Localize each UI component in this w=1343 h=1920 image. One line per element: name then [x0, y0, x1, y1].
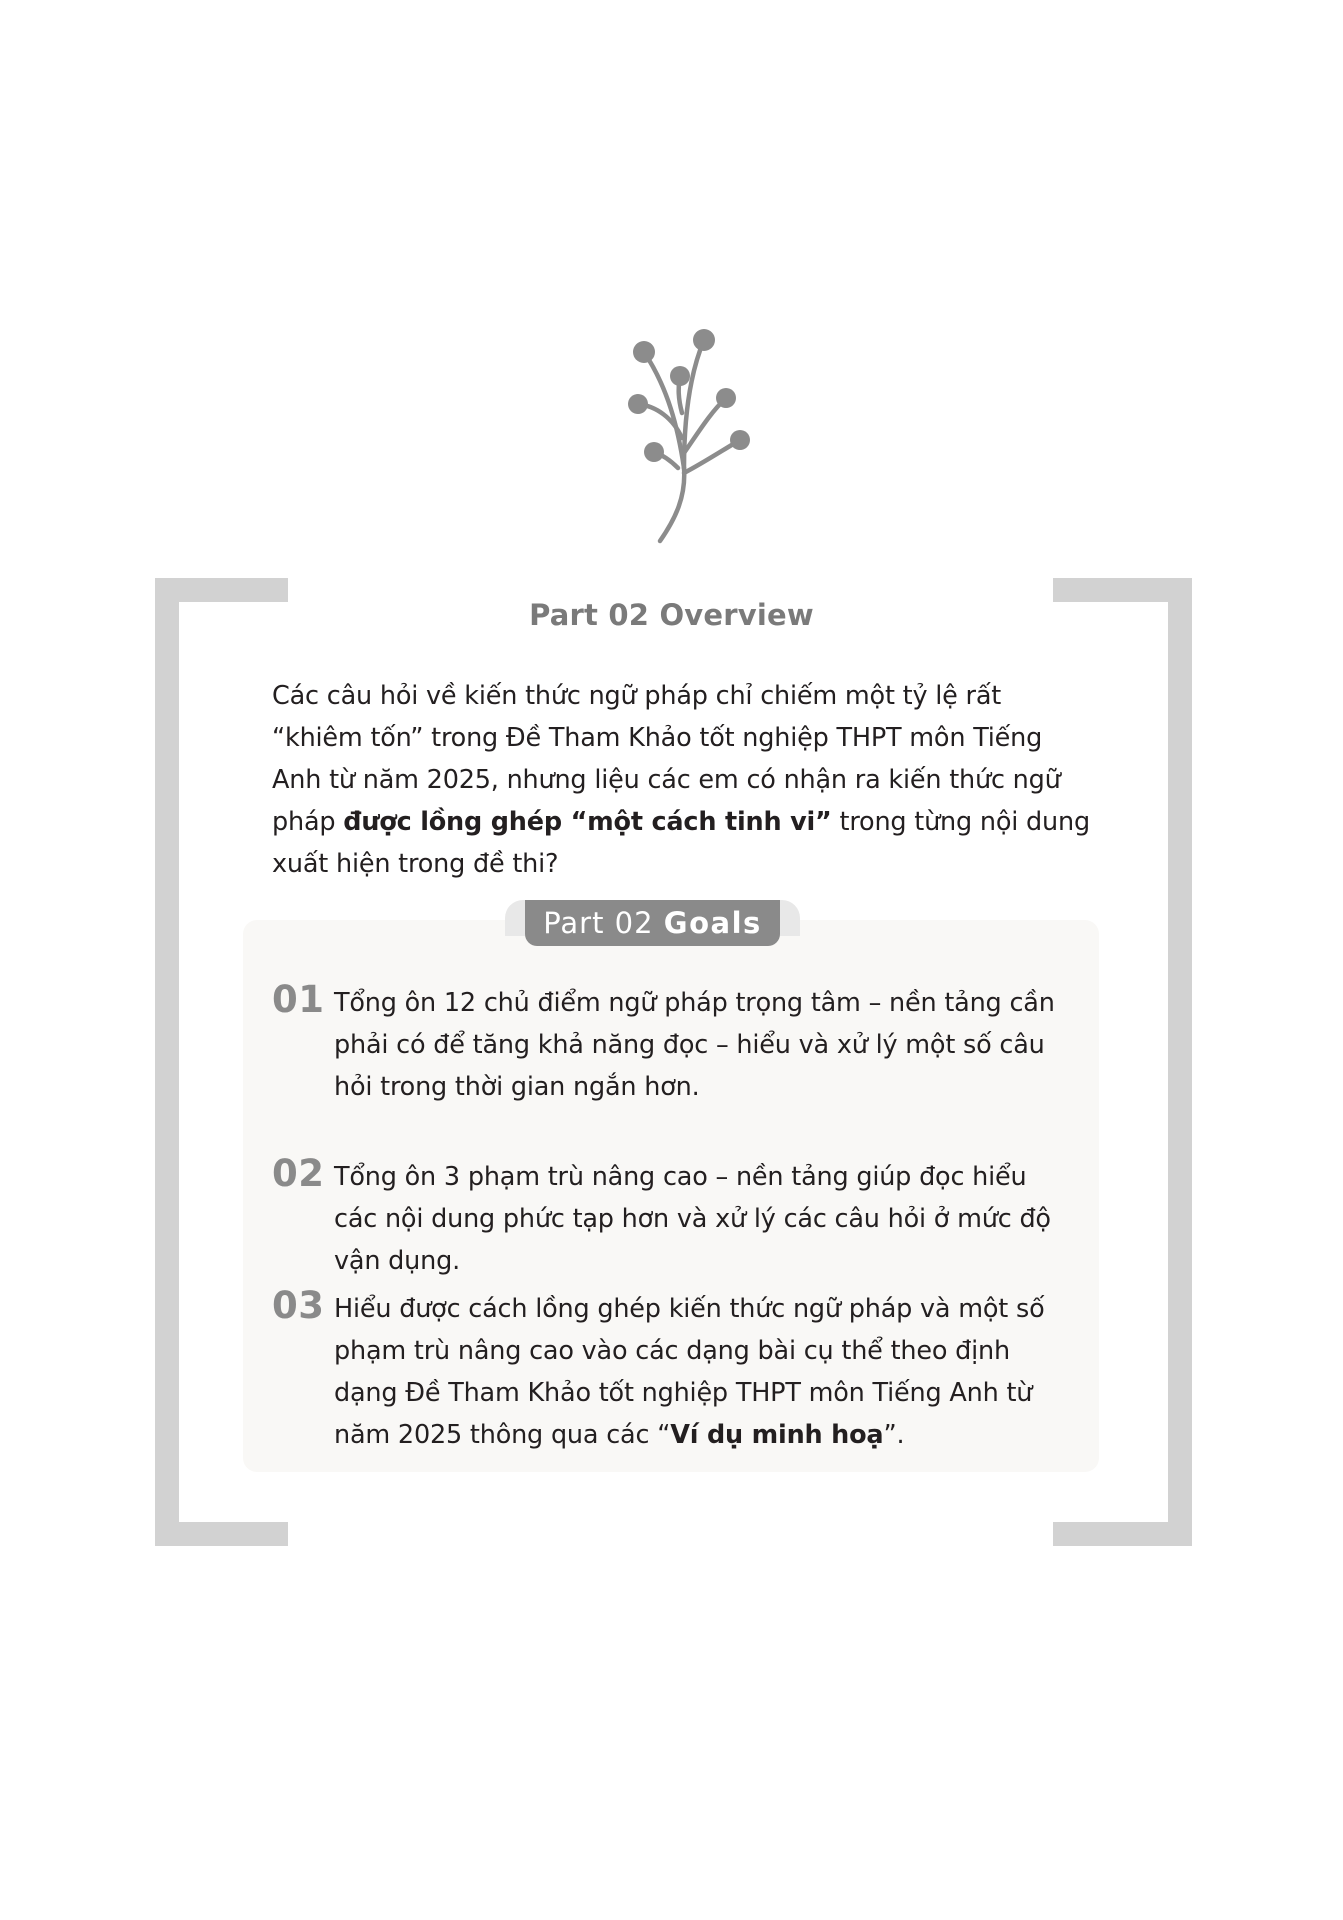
goal-number: 03: [272, 1284, 325, 1327]
goal-text-part-1: Tổng ôn 3 phạm trù nâng cao – nền tảng giúp đọc hiểu các nội dung phức tạp hơn và xử lý các câu hỏi ở mức độ vận dụng.: [334, 1162, 1051, 1276]
goal-number: 01: [272, 978, 325, 1021]
overview-title: Part 02 Overview: [529, 598, 814, 632]
goal-text: [334, 1288, 1074, 1456]
goal-text: [334, 1156, 1074, 1282]
goal-text-part-1: Hiểu được cách lồng ghép kiến thức ngữ pháp và một số phạm trù nâng cao vào các dạng bài cụ thể theo định dạng Đề Tham Khảo tốt nghiệp THPT môn Tiếng Anh từ năm 2025 thông qua các “: [334, 1294, 1045, 1450]
goal-text-part-1: Tổng ôn 12 chủ điểm ngữ pháp trọng tâm – nền tảng cần phải có để tăng khả năng đọc – hiểu và xử lý một số câu hỏi trong thời gian ngắn hơn.: [334, 988, 1055, 1102]
goals-tab-prefix: Part 02: [543, 906, 664, 940]
overview-text: [272, 675, 1092, 885]
goals-tab: [525, 900, 780, 946]
overview-text-bold: được lồng ghép “một cách tinh vi”: [343, 807, 832, 837]
goal-text-bold: Ví dụ minh hoạ: [670, 1420, 884, 1450]
goal-number: 02: [272, 1152, 325, 1195]
goals-tab-word: Goals: [663, 906, 762, 940]
goal-text: [334, 982, 1074, 1108]
overview-text-part-1: Các câu hỏi về kiến thức ngữ pháp chỉ chiếm một tỷ lệ rất “khiêm tốn” trong Đề Tham Khảo tốt nghiệp THPT môn Tiếng Anh từ năm 2025, nhưng liệu các em có nhận ra kiến thức ngữ pháp: [272, 681, 1061, 837]
overview-text-part-2: trong từng nội dung xuất hiện trong đề thi?: [272, 807, 1090, 879]
goal-text-part-2: ”.: [883, 1420, 905, 1450]
branch-icon: [618, 318, 758, 548]
